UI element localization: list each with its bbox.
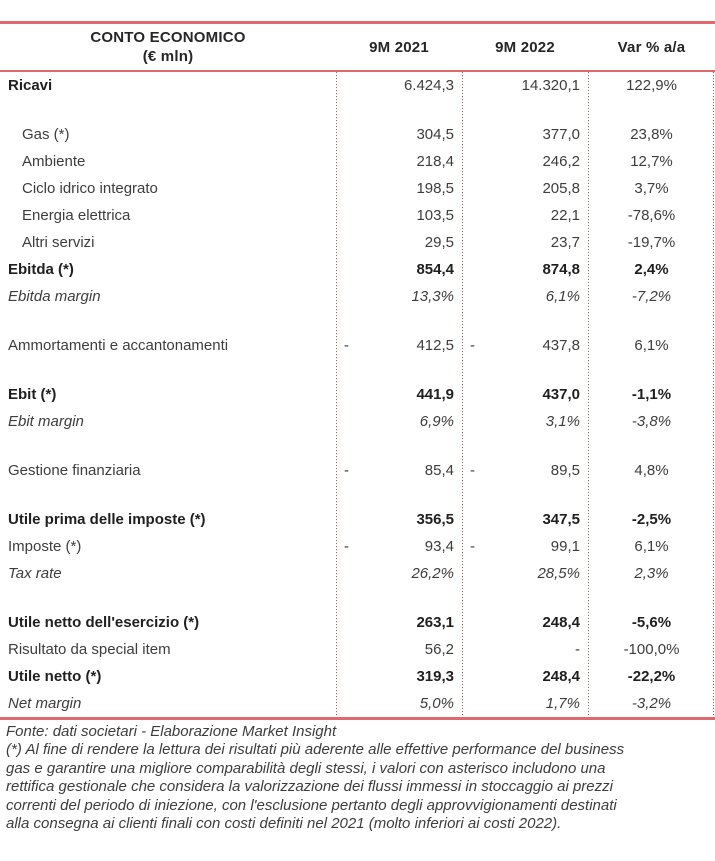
spacer-row	[0, 587, 715, 609]
number-9m2022: 1,7%	[545, 695, 580, 712]
table-row	[0, 636, 715, 663]
value-9m2022	[462, 386, 588, 403]
value-9m2021	[336, 695, 462, 712]
row-label: Ammortamenti e accantonamenti	[8, 337, 229, 354]
number-9m2022: -	[575, 641, 580, 658]
table-row	[0, 332, 715, 359]
value-var: -3,8%	[631, 413, 672, 430]
row-label: Energia elettrica	[22, 207, 131, 224]
number-9m2021: 356,5	[416, 511, 454, 528]
table-body	[0, 72, 715, 717]
number-9m2022: 89,5	[550, 462, 580, 479]
value-var: -7,2%	[631, 288, 672, 305]
value-9m2022	[462, 153, 588, 170]
value-9m2021	[336, 565, 462, 582]
value-var: -2,5%	[631, 511, 672, 528]
footnotes	[0, 720, 715, 834]
minus-sign-9m2021: -	[344, 462, 349, 479]
value-9m2022	[462, 641, 588, 658]
value-9m2021	[336, 641, 462, 658]
row-label: Utile netto dell'esercizio (*)	[8, 614, 200, 631]
value-9m2021	[336, 234, 462, 251]
row-label: Net margin	[8, 695, 82, 712]
number-9m2022: 205,8	[542, 180, 580, 197]
number-9m2022: 14.320,1	[521, 77, 580, 94]
number-9m2022: 437,0	[542, 386, 580, 403]
row-label: Gestione finanziaria	[8, 462, 141, 479]
row-label: Ebitda (*)	[8, 261, 74, 278]
table-row	[0, 381, 715, 408]
number-9m2021: 5,0%	[419, 695, 454, 712]
value-9m2021	[336, 126, 462, 143]
number-9m2021: 85,4	[424, 462, 454, 479]
col-header-9m2022: 9M 2022	[495, 38, 555, 56]
value-var: -19,7%	[627, 234, 676, 251]
value-9m2021	[336, 413, 462, 430]
number-9m2022: 377,0	[542, 126, 580, 143]
number-9m2022: 23,7	[550, 234, 580, 251]
value-9m2021	[336, 511, 462, 528]
minus-sign-9m2022: -	[470, 538, 475, 555]
table-row	[0, 457, 715, 484]
row-label: Risultato da special item	[8, 641, 171, 658]
number-9m2021: 198,5	[416, 180, 454, 197]
row-label: Utile prima delle imposte (*)	[8, 511, 206, 528]
table-row	[0, 121, 715, 148]
row-label: Ebitda margin	[8, 288, 101, 305]
value-9m2022	[462, 511, 588, 528]
table-row	[0, 533, 715, 560]
minus-sign-9m2021: -	[344, 337, 349, 354]
table-title-line1: CONTO ECONOMICO	[90, 28, 246, 46]
value-9m2022	[462, 288, 588, 305]
table-row	[0, 609, 715, 636]
column-separator-3	[588, 72, 589, 717]
minus-sign-9m2022: -	[470, 462, 475, 479]
value-var: 122,9%	[626, 77, 677, 94]
spacer-row	[0, 99, 715, 121]
value-var: -100,0%	[623, 641, 680, 658]
row-label: Ebit margin	[8, 413, 84, 430]
value-var: 2,3%	[634, 565, 669, 582]
value-9m2022	[462, 668, 588, 685]
number-9m2021: 29,5	[424, 234, 454, 251]
number-9m2022: 248,4	[542, 668, 580, 685]
value-9m2022	[462, 180, 588, 197]
table-title	[0, 28, 336, 67]
value-9m2022	[462, 695, 588, 712]
value-9m2022	[462, 462, 588, 479]
value-var: 2,4%	[634, 261, 669, 278]
spacer-row	[0, 435, 715, 457]
asterisk-note	[6, 741, 709, 834]
row-label: Ebit (*)	[8, 386, 57, 403]
row-label: Gas (*)	[22, 126, 70, 143]
spacer-row	[0, 310, 715, 332]
row-label: Tax rate	[8, 565, 62, 582]
value-var: -1,1%	[631, 386, 672, 403]
value-9m2022	[462, 565, 588, 582]
number-9m2022: 874,8	[542, 261, 580, 278]
value-9m2022	[462, 337, 588, 354]
table-row	[0, 506, 715, 533]
number-9m2022: 437,8	[542, 337, 580, 354]
value-9m2021	[336, 77, 462, 94]
value-9m2022	[462, 77, 588, 94]
number-9m2021: 304,5	[416, 126, 454, 143]
value-var: 6,1%	[634, 337, 669, 354]
row-label: Altri servizi	[22, 234, 95, 251]
value-var: -78,6%	[627, 207, 676, 224]
number-9m2021: 412,5	[416, 337, 454, 354]
number-9m2021: 56,2	[424, 641, 454, 658]
table-row	[0, 256, 715, 283]
value-9m2021	[336, 180, 462, 197]
value-9m2021	[336, 207, 462, 224]
row-label: Ciclo idrico integrato	[22, 180, 158, 197]
number-9m2022: 347,5	[542, 511, 580, 528]
number-9m2021: 13,3%	[411, 288, 454, 305]
table-row	[0, 229, 715, 256]
value-9m2022	[462, 207, 588, 224]
value-9m2021	[336, 288, 462, 305]
number-9m2021: 6.424,3	[403, 77, 454, 94]
number-9m2022: 99,1	[550, 538, 580, 555]
value-var: 23,8%	[630, 126, 673, 143]
value-9m2021	[336, 614, 462, 631]
source-note: Fonte: dati societari - Elaborazione Market Insight	[6, 723, 337, 740]
value-var: -3,2%	[631, 695, 672, 712]
number-9m2021: 263,1	[416, 614, 454, 631]
table-row	[0, 202, 715, 229]
number-9m2022: 28,5%	[537, 565, 580, 582]
value-var: -5,6%	[631, 614, 672, 631]
asterisk-note-line: (*) Al fine di rendere la lettura dei risultati più aderente alle effettive performance del business	[6, 741, 625, 758]
table-row	[0, 560, 715, 587]
value-var: 12,7%	[630, 153, 673, 170]
value-9m2021	[336, 153, 462, 170]
value-9m2022	[462, 538, 588, 555]
value-var: 4,8%	[634, 462, 669, 479]
value-9m2022	[462, 234, 588, 251]
table-header-row	[0, 24, 715, 70]
row-label: Ambiente	[22, 153, 86, 170]
number-9m2021: 6,9%	[419, 413, 454, 430]
number-9m2022: 246,2	[542, 153, 580, 170]
number-9m2021: 441,9	[416, 386, 454, 403]
value-9m2021	[336, 462, 462, 479]
number-9m2022: 3,1%	[545, 413, 580, 430]
col-header-9m2021: 9M 2021	[369, 38, 429, 56]
minus-sign-9m2021: -	[344, 538, 349, 555]
row-label: Ricavi	[8, 77, 53, 94]
value-9m2022	[462, 126, 588, 143]
number-9m2022: 248,4	[542, 614, 580, 631]
table-row	[0, 148, 715, 175]
value-var: 6,1%	[634, 538, 669, 555]
value-var: -22,2%	[627, 668, 676, 685]
number-9m2021: 103,5	[416, 207, 454, 224]
table-row	[0, 72, 715, 99]
value-9m2021	[336, 386, 462, 403]
number-9m2021: 93,4	[424, 538, 454, 555]
minus-sign-9m2022: -	[470, 337, 475, 354]
asterisk-note-line: rettifica gestionale che considera la valorizzazione dei flussi immessi in stoccaggio ai prezzi	[6, 778, 613, 796]
col-header-var: Var % a/a	[617, 38, 686, 56]
asterisk-note-line: correnti del periodo di iniezione, con l'esclusione pertanto degli approvvigionamenti destinati	[6, 796, 617, 814]
value-9m2022	[462, 413, 588, 430]
value-9m2022	[462, 261, 588, 278]
asterisk-note-line: alla consegna ai clienti finali con costi definiti nel 2021 (molto inferiori ai costi 2022).	[6, 815, 562, 833]
value-var: 3,7%	[634, 180, 669, 197]
table-row	[0, 690, 715, 717]
table-title-line2: (€ mln)	[142, 48, 194, 65]
number-9m2021: 854,4	[416, 261, 454, 278]
value-9m2021	[336, 337, 462, 354]
value-9m2021	[336, 261, 462, 278]
table-row	[0, 175, 715, 202]
table-row	[0, 283, 715, 310]
number-9m2021: 319,3	[416, 668, 454, 685]
number-9m2022: 6,1%	[545, 288, 580, 305]
spacer-row	[0, 484, 715, 506]
asterisk-note-line: gas e garantire una migliore comparabilità degli stessi, i valori con asterisco includono una	[6, 759, 606, 777]
table-row	[0, 663, 715, 690]
table-row	[0, 408, 715, 435]
row-label: Imposte (*)	[8, 538, 82, 555]
column-separator-4	[713, 72, 714, 717]
spacer-row	[0, 359, 715, 381]
number-9m2021: 218,4	[416, 153, 454, 170]
value-9m2021	[336, 538, 462, 555]
value-9m2021	[336, 668, 462, 685]
number-9m2021: 26,2%	[411, 565, 454, 582]
number-9m2022: 22,1	[550, 207, 580, 224]
value-9m2022	[462, 614, 588, 631]
row-label: Utile netto (*)	[8, 668, 102, 685]
